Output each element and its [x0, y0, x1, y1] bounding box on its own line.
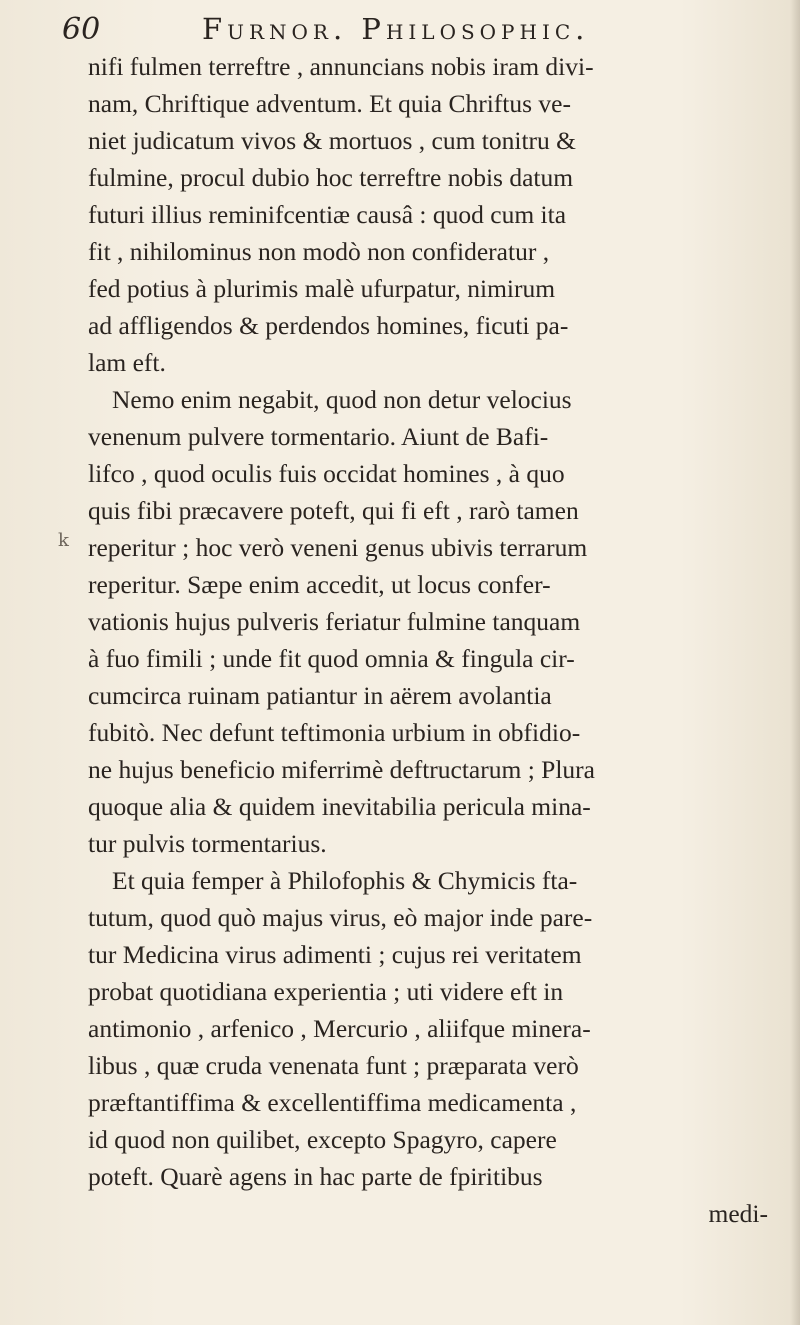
text-line: à fuo fimili ; unde fit quod omnia & fingula cir-	[88, 644, 575, 673]
running-head: Furnor. Philosophic.	[202, 12, 590, 46]
text-line: tur Medicina virus adimenti ; cujus rei veritatem	[88, 940, 582, 969]
text-line: vationis hujus pulveris feriatur fulmine tanquam	[88, 607, 581, 636]
text-line: lam eft.	[88, 348, 166, 377]
page-number: 60	[62, 12, 101, 47]
text-line: venenum pulvere tormentario. Aiunt de Bafi-	[88, 422, 549, 451]
body-text	[88, 48, 778, 1232]
page-header	[62, 8, 762, 48]
text-line: id quod non quilibet, excepto Spagyro, capere	[88, 1125, 557, 1154]
text-line: ne hujus beneficio miferrimè deftructarum ; Plura	[88, 755, 595, 784]
text-line: fed potius à plurimis malè ufurpatur, nimirum	[88, 274, 556, 303]
catchword: medi-	[708, 1199, 768, 1228]
text-line: reperitur ; hoc verò veneni genus ubivis terrarum	[88, 533, 588, 562]
text-line: tutum, quod quò majus virus, eò major inde pare-	[88, 903, 593, 932]
text-line: futuri illius reminifcentiæ causâ : quod cum ita	[88, 200, 567, 229]
text-line: quis fibi præcavere poteft, qui fi eft , rarò tamen	[88, 496, 579, 525]
text-line: probat quotidiana experientia ; uti videre eft in	[88, 977, 564, 1006]
text-line: lifco , quod oculis fuis occidat homines , à quo	[88, 459, 565, 488]
text-line: fit , nihilominus non modò non confideratur ,	[88, 237, 550, 266]
text-line: nam, Chriftique adventum. Et quia Chriftus ve-	[88, 89, 571, 118]
page-edge-shadow	[790, 0, 800, 1325]
margin-mark: k	[58, 530, 69, 551]
text-line: poteft. Quarè agens in hac parte de fpiritibus	[88, 1162, 543, 1191]
text-line: cumcirca ruinam patiantur in aërem avolantia	[88, 681, 552, 710]
text-line: antimonio , arfenico , Mercurio , aliifque minera-	[88, 1014, 591, 1043]
text-line: fulmine, procul dubio hoc terreftre nobis datum	[88, 163, 574, 192]
text-line: ad affligendos & perdendos homines, ficuti pa-	[88, 311, 569, 340]
paragraph-start-line: Nemo enim negabit, quod non detur velocius	[112, 385, 572, 414]
paragraph-start-line: Et quia femper à Philofophis & Chymicis fta-	[112, 866, 578, 895]
text-line: fubitò. Nec defunt teftimonia urbium in obfidio-	[88, 718, 581, 747]
text-line: præftantiffima & excellentiffima medicamenta ,	[88, 1088, 577, 1117]
text-line: nifi fulmen terreftre , annuncians nobis iram divi-	[88, 52, 594, 81]
text-line: tur pulvis tormentarius.	[88, 829, 327, 858]
text-line: niet judicatum vivos & mortuos , cum tonitru &	[88, 126, 576, 155]
text-line: quoque alia & quidem inevitabilia pericula mina-	[88, 792, 591, 821]
text-line: reperitur. Sæpe enim accedit, ut locus confer-	[88, 570, 551, 599]
text-line: libus , quæ cruda venenata funt ; præparata verò	[88, 1051, 579, 1080]
